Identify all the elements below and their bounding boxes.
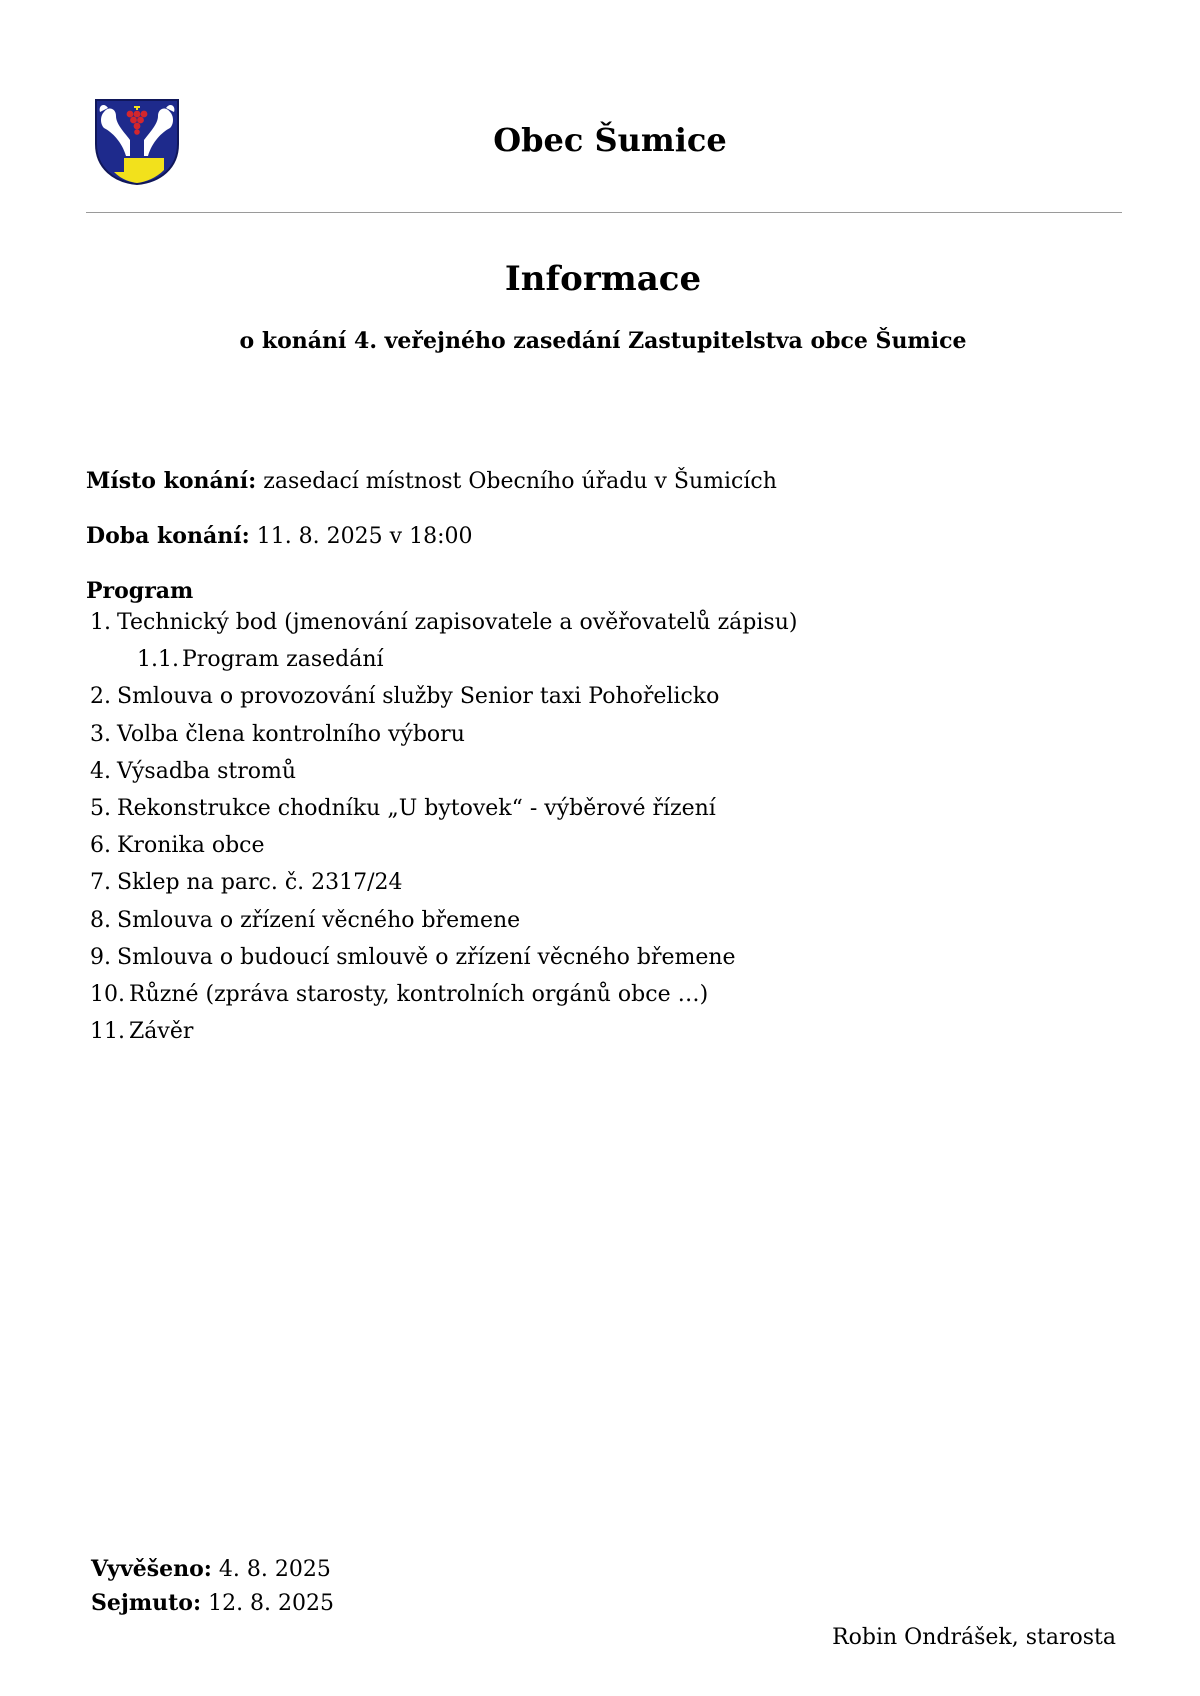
program-item-text: Smlouva o provozování služby Senior taxi Pohořelicko — [117, 684, 720, 710]
posted-date — [91, 1554, 331, 1585]
mayor-signature: Robin Ondrášek, starosta — [832, 1625, 1116, 1650]
meeting-time-value: 11. 8. 2025 v 18:00 — [256, 524, 473, 549]
program-item-number: 1.1. — [137, 647, 179, 673]
program-item-number: 6. — [90, 833, 111, 859]
program-item-text: Technický bod (jmenování zapisovatele a ověřovatelů zápisu) — [117, 610, 798, 635]
posted-date-value: 4. 8. 2025 — [218, 1557, 331, 1582]
removed-date-label: Sejmuto: — [91, 1590, 202, 1616]
meeting-place-label: Místo konání: — [86, 468, 257, 494]
program-item-text: Výsadba stromů — [117, 758, 297, 784]
program-item-text: Smlouva o zřízení věcného břemene — [117, 907, 521, 933]
removed-date — [91, 1588, 334, 1619]
program-item-number: 3. — [90, 721, 111, 747]
meeting-place-value: zasedací místnost Obecního úřadu v Šumicích — [263, 469, 777, 494]
header-divider — [86, 212, 1122, 213]
meeting-place — [86, 466, 777, 497]
program-item-number: 7. — [90, 870, 111, 896]
meeting-time — [86, 521, 472, 552]
municipality-name: Obec Šumice — [493, 121, 727, 159]
program-item-text: Různé (zpráva starosty, kontrolních orgánů obce …) — [129, 981, 709, 1007]
program-item-text: Sklep na parc. č. 2317/24 — [117, 870, 403, 896]
document-title: Informace — [504, 259, 702, 299]
program-item-number: 4. — [90, 758, 111, 784]
posted-date-label: Vyvěšeno: — [91, 1556, 212, 1582]
program-item-number: 10. — [90, 981, 125, 1007]
program-item-text: Program zasedání — [182, 647, 384, 673]
program-item-text: Volba člena kontrolního výboru — [117, 721, 465, 747]
program-item-number: 1. — [90, 610, 111, 635]
meeting-time-label: Doba konání: — [86, 523, 250, 549]
program-item-text: Rekonstrukce chodníku „U bytovek“ - výběrové řízení — [117, 795, 716, 821]
removed-date-value: 12. 8. 2025 — [208, 1591, 335, 1616]
program-item-text: Smlouva o budoucí smlouvě o zřízení věcného břemene — [117, 944, 736, 970]
program-item-text: Kronika obce — [117, 833, 265, 859]
document-subtitle: o konání 4. veřejného zasedání Zastupitelstva obce Šumice — [239, 328, 967, 354]
program-item-text: Závěr — [129, 1019, 194, 1045]
program-heading: Program — [86, 578, 194, 604]
program-item-number: 2. — [90, 684, 111, 710]
municipal-crest-icon — [94, 98, 180, 186]
program-item-number: 11. — [90, 1019, 125, 1045]
program-item-number: 8. — [90, 907, 111, 933]
program-item-number: 5. — [90, 795, 111, 821]
program-item-number: 9. — [90, 944, 111, 970]
